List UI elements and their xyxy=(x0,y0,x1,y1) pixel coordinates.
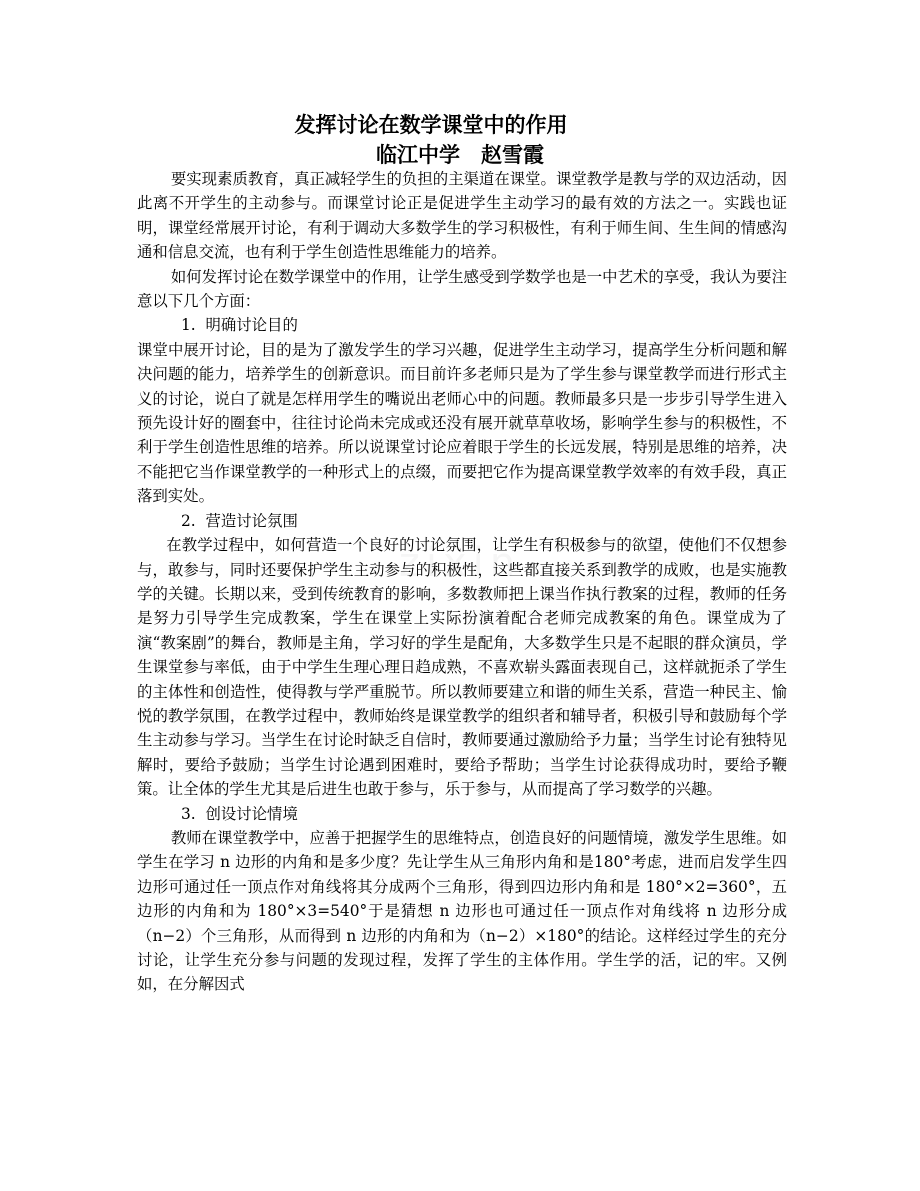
document-title: 发挥讨论在数学课堂中的作用 xyxy=(294,113,568,137)
author-line: 临江中学 赵雪霞 xyxy=(376,143,544,167)
paragraph-section-3: 教师在课堂教学中，应善于把握学生的思维特点，创造良好的问题情境，激发学生思维。如学生在学习 n 边形的内角和是多少度？先让学生从三角形内角和是180°考虑，进而启发学生四边形可通过任一顶点作对角线将其分成两个三角形，得到四边形内角和是 180°×2=360°，五边形的内角和为 180°×3=540°于是猜想 n 边形也可通过任一顶点作对角线将 n 边形分成（n−2）个三角形，从而得到 n 边形的内角和为（n−2）×180°的结论。这样经过学生的充分讨论，让学生充分参与问题的发现过程，发挥了学生的主体作用。学生学的活，记的牢。又例如，在分解因式 xyxy=(137,828,787,994)
section-number: 2. xyxy=(181,511,196,530)
paragraph-overview: 如何发挥讨论在数学课堂中的作用，让学生感受到学数学也是一中艺术的享受，我认为要注意以下几个方面： xyxy=(137,267,787,311)
paragraph-section-2: 在教学过程中，如何营造一个良好的讨论氛围，让学生有积极参与的欲望，使他们不仅想参与，敢参与，同时还要保护学生主动参与的积极性，这些都直接关系到教学的成败，也是实施教学的关键。长期以来，受到传统教育的影响，多数教师把上课当作执行教案的过程，教师的任务是努力引导学生完成教案，学生在课堂上实际扮演着配合老师完成教案的角色。课堂成为了演“教案剧”的舞台，教师是主角，学习好的学生是配角，大多数学生只是不起眼的群众演员，学生课堂参与率低，由于中学生生理心理日趋成熟，不喜欢崭头露面表现自己，这样就扼杀了学生的主体性和创造性，使得教与学严重脱节。所以教师要建立和谐的师生关系，营造一种民主、愉悦的教学氛围，在教学过程中，教师始终是课堂教学的组织者和辅导者，积极引导和鼓励每个学生主动参与学习。当学生在讨论时缺乏自信时，教师要通过激励给予力量；当学生讨论有独特见解时，要给予鼓励；当学生讨论遇到困难时，要给予帮助；当学生讨论获得成功时，要给予鞭策。让全体的学生尤其是后进生也敢于参与，乐于参与，从而提高了学习数学的兴趣。 xyxy=(137,536,787,799)
section-heading-2 xyxy=(137,509,787,533)
section-heading-1 xyxy=(137,313,787,337)
section-number: 1. xyxy=(181,316,196,335)
section-title: 营造讨论氛围 xyxy=(205,511,298,530)
section-title: 明确讨论目的 xyxy=(205,316,298,335)
section-number: 3. xyxy=(181,804,196,823)
document-body xyxy=(137,167,787,997)
paragraph-intro: 要实现素质教育，真正减轻学生的负担的主渠道在课堂。课堂教学是教与学的双边活动，因此离不开学生的主动参与。而课堂讨论正是促进学生主动学习的最有效的方法之一。实践也证明，课堂经常展开讨论，有利于调动大多数学生的学习积极性，有利于师生间、生生间的情感沟通和信息交流，也有利于学生创造性思维能力的培养。 xyxy=(137,170,787,262)
section-heading-3 xyxy=(137,802,787,826)
section-title: 创设讨论情境 xyxy=(205,804,298,823)
paragraph-section-1: 课堂中展开讨论，目的是为了激发学生的学习兴趣，促进学生主动学习，提高学生分析问题和解决问题的能力，培养学生的创新意识。而目前许多老师只是为了学生参与课堂教学而进行形式主义的讨论，说白了就是怎样用学生的嘴说出老师心中的问题。教师最多只是一步步引导学生进入预先设计好的圈套中，往往讨论尚未完成或还没有展开就草草收场，影响学生参与的积极性，不利于学生创造性思维的培养。所以说课堂讨论应着眼于学生的长远发展，特别是思维的培养，决不能把它当作课堂教学的一种形式上的点缀，而要把它作为提高课堂教学效率的有效手段，真正落到实处。 xyxy=(137,340,787,506)
